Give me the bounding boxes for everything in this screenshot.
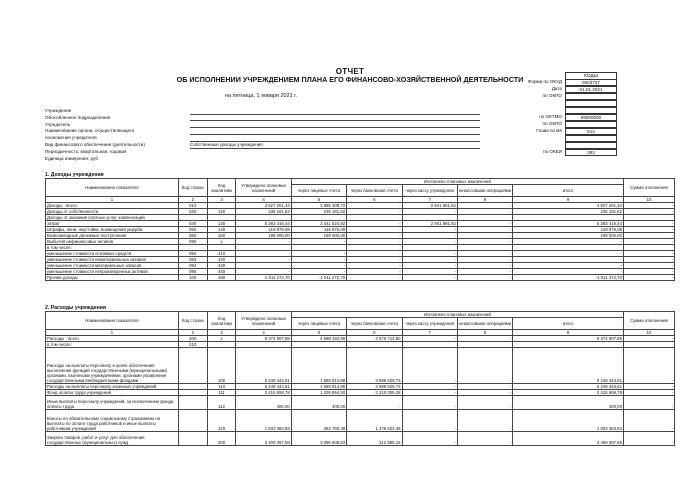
- code-value: 383: [565, 149, 617, 156]
- row-value: -: [623, 336, 674, 342]
- row-value: 2 341 524,82: [291, 221, 346, 227]
- row-value: 130: [207, 221, 236, 227]
- row-value: -: [402, 233, 457, 239]
- row-value: 3 885 309,72: [291, 203, 346, 209]
- row-value: 119: [207, 410, 236, 432]
- col-number: 2: [178, 330, 207, 336]
- row-value: 3 409 397,68: [513, 432, 624, 446]
- col-number: 9: [513, 197, 624, 203]
- col-number: 2: [178, 197, 207, 203]
- row-value: -: [291, 263, 346, 269]
- col-bank-header: через банковские счета: [347, 185, 402, 197]
- code-label: по ОКПО: [542, 93, 562, 98]
- header-field-label: Периодичность: квартальная, годовая: [45, 148, 127, 154]
- row-value: [178, 432, 207, 446]
- row-value: 112: [207, 396, 236, 410]
- col-number: 6: [347, 330, 402, 336]
- col-total-header: итого: [513, 185, 624, 197]
- code-label: Форма по ОКУД: [527, 79, 562, 84]
- row-value: 060: [178, 233, 207, 239]
- row-value: 092: [178, 251, 207, 257]
- row-value: -: [291, 239, 346, 245]
- row-value: -: [457, 269, 512, 275]
- row-value: 120: [207, 209, 236, 215]
- header-field-label: Обособленное подразделение: [45, 114, 111, 120]
- row-value: 1 559 814,88: [291, 348, 346, 384]
- col-number: 9: [513, 330, 624, 336]
- row-value: 3 096 508,53: [291, 432, 346, 446]
- row-value: -: [623, 203, 674, 209]
- code-label: по ОКТМО: [539, 114, 562, 119]
- row-value: -: [402, 336, 457, 342]
- row-value: 095: [178, 269, 207, 275]
- col-number: 6: [347, 197, 402, 203]
- row-value: -: [623, 239, 674, 245]
- header-field-label: полномочия учредителя: [45, 135, 97, 141]
- row-value: -: [457, 410, 512, 432]
- row-value: 9 374 907,88: [513, 336, 624, 342]
- header-field-label: Учреждение: [45, 108, 72, 113]
- row-value: -1 011 272,70: [291, 275, 346, 281]
- row-value: -: [347, 209, 402, 215]
- col-number: 1: [46, 197, 179, 203]
- code-value: 814: [565, 128, 617, 135]
- row-name: Закупка товаров, работ и услуг для обеспечения государственных (муниципальных) нужд: [46, 432, 179, 446]
- row-value: -: [402, 257, 457, 263]
- row-value: -: [623, 348, 674, 384]
- table-row: [46, 348, 675, 384]
- table-row: [46, 410, 675, 432]
- col-name-header: Наименование показателя: [46, 312, 179, 330]
- row-name: Расходы на выплаты персоналу в целях обеспечения выполнения функций государственными (муниципальными) органами, казенными учреждениями, органами управления государственными внебюджетными фондами: [46, 348, 179, 384]
- row-value: -: [457, 390, 512, 396]
- row-value: 312 889,15: [347, 432, 402, 446]
- row-value: -: [457, 233, 512, 239]
- col-analytics-header: Код аналитики: [207, 179, 236, 197]
- row-value: -: [457, 257, 512, 263]
- row-value: -: [347, 221, 402, 227]
- row-value: -: [347, 233, 402, 239]
- row-value: 400,00: [513, 396, 624, 410]
- row-name: Безвозмездные денежные поступления: [46, 233, 179, 239]
- row-value: -: [236, 269, 291, 275]
- row-value: 150: [207, 233, 236, 239]
- row-name: Доходы от оказания платных услуг, компенсаций: [46, 215, 179, 221]
- row-value: -: [347, 257, 402, 263]
- row-value: -: [347, 275, 402, 281]
- col-bank-header: через банковские счета: [347, 318, 402, 330]
- row-value: 094: [178, 263, 207, 269]
- income-table: [45, 178, 675, 281]
- row-value: -: [623, 221, 674, 227]
- row-value: -: [457, 275, 512, 281]
- row-value: 090: [178, 239, 207, 245]
- col-number: 10: [623, 197, 674, 203]
- code-label: Глава по БК: [536, 128, 562, 133]
- codes-header: КОДЫ: [565, 72, 617, 80]
- row-value: -: [457, 227, 512, 233]
- row-name: Взносы по обязательному социальному страхованию на выплаты по оплате труда работников и иные выплаты работникам учреждений: [46, 410, 179, 432]
- col-approved-header: Утверждено плановых назначений: [236, 179, 291, 197]
- code-value: [565, 121, 617, 128]
- row-value: 199 000,00: [291, 233, 346, 239]
- row-name: в том числе:: [46, 245, 179, 251]
- row-name: Доходы - всего: [46, 203, 179, 209]
- row-value: -: [291, 257, 346, 263]
- row-value: -: [347, 396, 402, 410]
- col-number: 4: [236, 330, 291, 336]
- row-value: 140: [207, 227, 236, 233]
- row-name: Доходы от собственности: [46, 209, 179, 215]
- field-underline: [190, 127, 480, 128]
- row-value: -: [457, 209, 512, 215]
- row-value: -: [402, 227, 457, 233]
- report-title: ОТЧЕТ: [335, 67, 365, 76]
- row-value: 400,00: [291, 396, 346, 410]
- row-name: в том числе:: [46, 342, 179, 348]
- row-value: -: [291, 269, 346, 275]
- field-underline: [190, 120, 480, 121]
- row-value: -1 011 272,70: [236, 275, 291, 281]
- row-value: -: [513, 257, 624, 263]
- row-value: -: [513, 251, 624, 257]
- row-value: 2 210 005,28: [347, 390, 402, 396]
- row-value: 4 827 201,34: [236, 203, 291, 209]
- report-subtitle: ОБ ИСПОЛНЕНИИ УЧРЕЖДЕНИЕМ ПЛАНА ЕГО ФИНАНСОВО-ХОЗЯЙСТВЕННОЙ ДЕЯТЕЛЬНОСТИ: [176, 75, 524, 84]
- row-value: -: [457, 348, 512, 384]
- row-value: -: [623, 269, 674, 275]
- row-value: 5 283 416,44: [513, 221, 624, 227]
- row-value: -: [623, 432, 674, 446]
- report-date: на пятница, 1 января 2021 г.: [225, 93, 298, 99]
- field-underline: [190, 114, 480, 115]
- row-value: 200: [207, 432, 236, 446]
- row-value: -: [457, 396, 512, 410]
- row-value: 1 833 384,83: [236, 410, 291, 432]
- row-value: 3 689 629,73: [347, 384, 402, 390]
- row-name: затрат: [46, 221, 179, 227]
- col-name-header: Наименование показателя: [46, 179, 179, 197]
- row-value: -: [402, 209, 457, 215]
- row-value: -: [347, 203, 402, 209]
- row-value: -: [402, 410, 457, 432]
- row-name: уменьшение стоимости материальных запасов: [46, 263, 179, 269]
- row-value: 9 374 907,88: [236, 336, 291, 342]
- section1-title: 1. Доходы учреждения: [45, 172, 104, 178]
- row-value: 119 876,08: [513, 227, 624, 233]
- row-value: 040: [178, 221, 207, 227]
- row-value: 3 409 397,68: [236, 432, 291, 446]
- field-underline: [190, 134, 480, 135]
- row-value: 100: [207, 348, 236, 384]
- col-number: 7: [402, 330, 457, 336]
- row-name: Прочие доходы: [46, 275, 179, 281]
- row-value: -: [623, 384, 674, 390]
- row-name: Выбытия нефинансовых активов: [46, 239, 179, 245]
- row-value: -1 011 272,70: [513, 275, 624, 281]
- col-deviation-header: Сумма отклонения: [623, 312, 674, 330]
- row-value: -: [623, 275, 674, 281]
- row-value: 5 249 444,61: [236, 348, 291, 384]
- row-name: уменьшение стоимости нематериальных активов: [46, 257, 179, 263]
- row-value: 110: [207, 384, 236, 390]
- row-value: х: [207, 336, 236, 342]
- row-value: -: [402, 269, 457, 275]
- col-number: 5: [291, 330, 346, 336]
- row-value: 4 827 201,34: [513, 203, 624, 209]
- row-value: 236 181,52: [236, 209, 291, 215]
- col-code-header: Код строки: [178, 179, 207, 197]
- row-value: -: [457, 221, 512, 227]
- row-value: 5 249 444,61: [513, 348, 624, 384]
- row-value: 200: [178, 336, 207, 342]
- row-value: -: [623, 410, 674, 432]
- col-code-header: Код строки: [178, 312, 207, 330]
- row-value: -: [623, 257, 674, 263]
- row-value: 1 479 624,45: [347, 410, 402, 432]
- row-value: -: [236, 257, 291, 263]
- col-analytics-header: Код аналитики: [207, 312, 236, 330]
- code-value: [565, 100, 617, 107]
- col-number: 8: [457, 330, 512, 336]
- row-value: -: [457, 251, 512, 257]
- row-value: 5 249 444,61: [513, 384, 624, 390]
- row-value: 3 415 659,78: [236, 390, 291, 396]
- row-value: 119 876,08: [236, 227, 291, 233]
- row-value: 210: [178, 342, 207, 348]
- row-value: 030: [178, 209, 207, 215]
- row-value: 1 833 384,83: [513, 410, 624, 432]
- row-value: 119 876,08: [291, 227, 346, 233]
- row-value: -: [513, 239, 624, 245]
- row-value: 2 941 891,62: [402, 221, 457, 227]
- row-value: -: [457, 239, 512, 245]
- row-value: -: [457, 432, 512, 446]
- col-personal-header: через лицевые счета: [291, 185, 346, 197]
- row-value: 236 181,52: [291, 209, 346, 215]
- row-value: -: [402, 275, 457, 281]
- row-value: 353 760,38: [291, 410, 346, 432]
- row-value: -: [402, 348, 457, 384]
- row-value: -: [402, 432, 457, 446]
- row-value: [178, 348, 207, 384]
- row-value: -: [457, 203, 512, 209]
- col-number: 8: [457, 197, 512, 203]
- row-value: 420: [207, 257, 236, 263]
- code-value: 01.01.2021: [565, 86, 617, 93]
- row-value: -: [457, 263, 512, 269]
- row-name: Расходы - всего: [46, 336, 179, 342]
- row-name: Расходы на выплаты персоналу казенных учреждений: [46, 384, 179, 390]
- header-field-label: Единица измерения: руб: [45, 155, 98, 161]
- row-value: -: [236, 251, 291, 257]
- row-value: 440: [207, 269, 236, 275]
- section2-title: 2. Расходы учреждения: [45, 305, 106, 311]
- row-value: 3 415 659,78: [513, 390, 624, 396]
- col-executed-header: Исполнено плановых назначений: [291, 312, 623, 318]
- row-value: -: [623, 233, 674, 239]
- row-name: Фонд оплаты труда учреждений: [46, 390, 179, 396]
- row-value: -: [623, 251, 674, 257]
- row-value: -: [513, 269, 624, 275]
- row-value: 093: [178, 257, 207, 263]
- col-number: 3: [207, 330, 236, 336]
- row-value: -: [402, 396, 457, 410]
- col-number: 1: [46, 330, 179, 336]
- table-row: [46, 432, 675, 446]
- row-value: -: [347, 263, 402, 269]
- row-value: 440: [207, 263, 236, 269]
- row-value: 3 689 629,73: [347, 348, 402, 384]
- row-value: -: [623, 390, 674, 396]
- row-value: 410: [207, 251, 236, 257]
- code-label: по ОКПО: [542, 121, 562, 126]
- row-value: -: [457, 336, 512, 342]
- row-value: 199 000,00: [513, 233, 624, 239]
- row-value: -: [623, 227, 674, 233]
- row-value: -: [457, 384, 512, 390]
- row-name: уменьшение стоимости основных средств: [46, 251, 179, 257]
- col-number: 3: [207, 197, 236, 203]
- row-value: 4 698 192,98: [291, 336, 346, 342]
- row-value: -: [402, 251, 457, 257]
- row-value: -: [236, 239, 291, 245]
- row-value: 400,00: [236, 396, 291, 410]
- row-value: 236 181,52: [513, 209, 624, 215]
- row-value: -: [402, 384, 457, 390]
- row-value: [178, 410, 207, 432]
- col-deviation-header: Сумма отклонения: [623, 179, 674, 197]
- row-value: -: [623, 396, 674, 410]
- col-number: 4: [236, 197, 291, 203]
- row-value: 100: [178, 275, 207, 281]
- row-value: 050: [178, 227, 207, 233]
- code-value: [565, 142, 617, 149]
- code-label: Дата: [551, 86, 562, 91]
- row-value: [178, 396, 207, 410]
- col-noncash-header: некассовыми операциями: [457, 185, 512, 197]
- row-value: -: [402, 263, 457, 269]
- row-name: Иные выплаты персоналу учреждений, за исключением фонда оплаты труда: [46, 396, 179, 410]
- row-value: -: [291, 251, 346, 257]
- row-value: 111: [207, 390, 236, 396]
- row-value: -: [236, 263, 291, 269]
- row-value: -: [347, 251, 402, 257]
- row-name: Штрафы, пени, неустойки, возмещения ущерба: [46, 227, 179, 233]
- code-value: [565, 107, 617, 114]
- row-name: уменьшение стоимости непроизведенных активов: [46, 269, 179, 275]
- row-value: 199 000,00: [236, 233, 291, 239]
- row-value: 1 559 814,88: [291, 384, 346, 390]
- col-total-header: итого: [513, 318, 624, 330]
- code-value: 0503737: [565, 79, 617, 86]
- header-field-label: Наименование органа, осуществляющего: [45, 128, 135, 134]
- row-value: -: [623, 263, 674, 269]
- code-value: [565, 135, 617, 142]
- code-value: [565, 93, 617, 100]
- col-number: 10: [623, 330, 674, 336]
- row-value: х: [207, 239, 236, 245]
- row-value: -: [347, 269, 402, 275]
- col-number: 5: [291, 197, 346, 203]
- row-value: 5 283 416,44: [236, 221, 291, 227]
- header-field-label: Вид финансового обеспечения (деятельности): [45, 142, 145, 147]
- col-number: 7: [402, 197, 457, 203]
- header-field-label: Учредитель: [45, 121, 71, 127]
- row-value: 5 249 444,61: [236, 384, 291, 390]
- col-executed-header: Исполнено плановых назначений: [291, 179, 623, 185]
- table-row: [46, 396, 675, 410]
- row-value: -: [402, 239, 457, 245]
- col-cash-header: через кассу учреждения: [402, 185, 457, 197]
- header-field-value: Собственные доходы учреждения: [190, 142, 263, 147]
- col-noncash-header: некассовыми операциями: [457, 318, 512, 330]
- row-value: -: [347, 239, 402, 245]
- table-row: [46, 275, 675, 281]
- col-approved-header: Утверждено плановых назначений: [236, 312, 291, 330]
- row-value: -: [513, 263, 624, 269]
- row-value: 180: [207, 275, 236, 281]
- col-personal-header: через лицевые счета: [291, 318, 346, 330]
- code-label: по ОКЕИ: [543, 149, 562, 154]
- row-value: 010: [178, 203, 207, 209]
- expense-table: [45, 311, 675, 446]
- row-value: -: [623, 209, 674, 215]
- row-value: 1 205 654,50: [291, 390, 346, 396]
- col-cash-header: через кассу учреждения: [402, 318, 457, 330]
- row-value: -: [402, 390, 457, 396]
- row-value: -: [347, 227, 402, 233]
- row-value: 2 941 891,62: [402, 203, 457, 209]
- code-value: 69000000: [565, 114, 617, 121]
- row-value: 4 676 714,80: [347, 336, 402, 342]
